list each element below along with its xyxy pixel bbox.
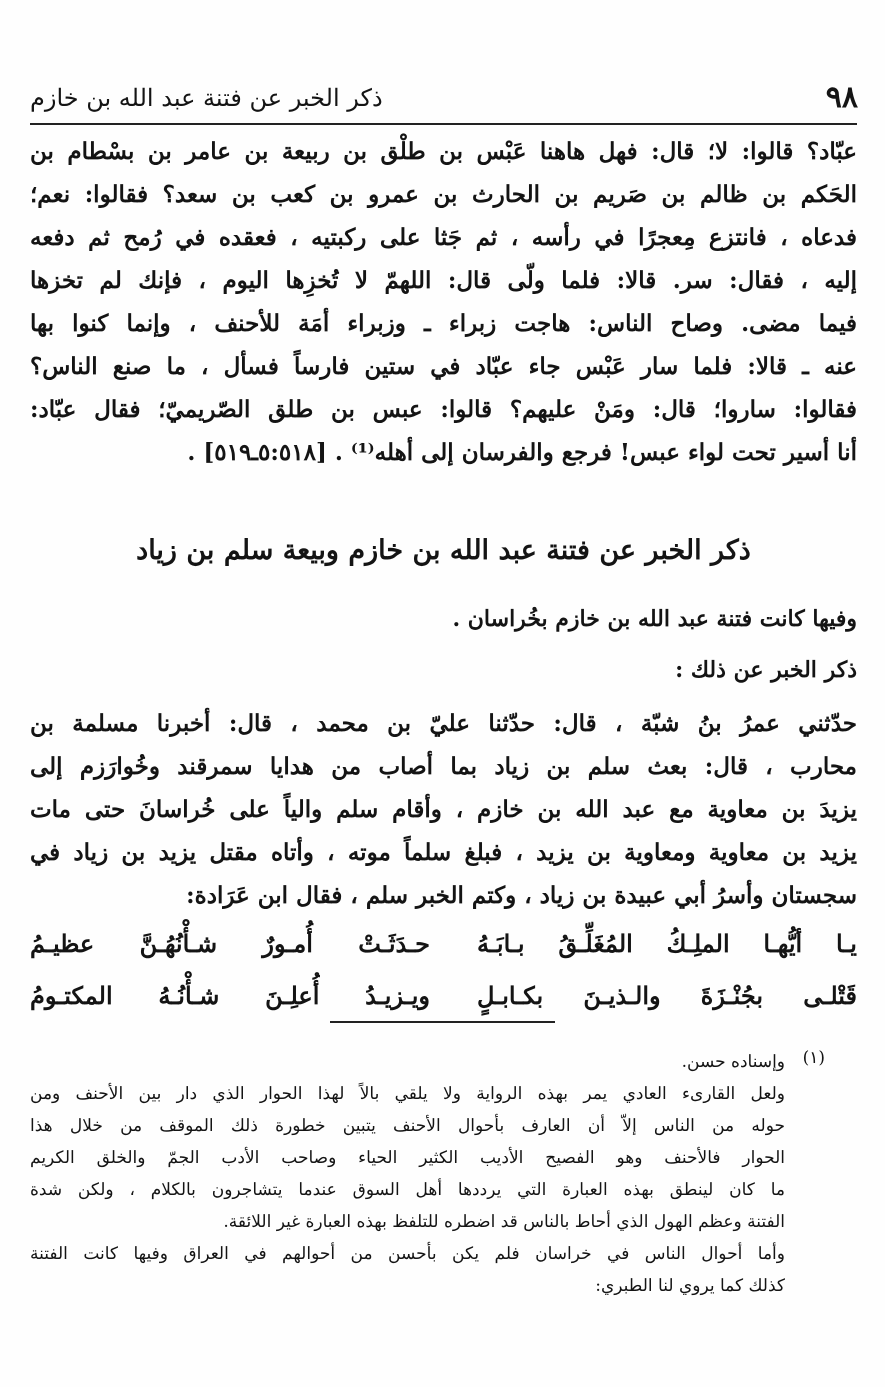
poem-verse	[30, 970, 857, 1022]
passage-line: إليه ، فقال: سر. قالا: فلما ولّى قال: اللهمّ لا تُخزِها اليوم ، فإنك لم تخزها	[30, 267, 857, 294]
passage-line: عنه ـ قالا: فلما سار عَبْس جاء عبّاد في ستين فارساً فسأل ، ما صنع الناس؟	[30, 353, 857, 380]
poem	[30, 918, 857, 1022]
narrative-line: سجستان وأسرُ أبي عبيدة بن زياد ، وكتم الخبر سلم ، فقال ابن عَرَادة:	[186, 882, 857, 909]
footnote-line: ولعل القارىء العادي يمر بهذه الرواية ولا يلقي بالاً لهذا الحوار الذي دار بين الأحنف ومن	[30, 1084, 785, 1104]
passage-line: فيما مضى. وصاح الناس: هاجت زبراء ـ وزبراء أمَة للأحنف ، وإنما كنوا بها	[30, 310, 857, 337]
narrative-line: يزيد بن معاوية ومعاوية بن يزيد ، فبلغ سلماً موته ، وأتاه مقتل يزيد بن زياد في	[30, 839, 857, 866]
passage-line: عبّاد؟ قالوا: لا؛ قال: فهل هاهنا عَبْس بن طلْق بن ربيعة بن عامر بن بسْطام بن	[30, 138, 857, 165]
verse-first-hemistich: قَتْلـى بجُنْـزَةَ والـذيـنَ بكـابـلٍ	[477, 981, 857, 1010]
verse-second-hemistich: حـدَثَـتْ أُمـورٌ شـأْنُهُـنَّ عظيـمُ	[30, 929, 430, 958]
section-title: ذكر الخبر عن فتنة عبد الله بن خازم وبيعة سلم بن زياد	[136, 535, 751, 566]
page-header	[30, 72, 858, 122]
section-subheading: ذكر الخبر عن ذلك :	[675, 657, 857, 683]
passage-paragraph	[30, 130, 857, 474]
footnote-line: ما كان لينطق بهذه العبارة التي يرددها أهل السوق عندما يتشاجرون بالكلام ، ولكن شدة	[30, 1180, 785, 1200]
footnote-marker: (١)	[802, 1048, 825, 1068]
verse-second-hemistich: ويـزيـدُ أُعلِـنَ شـأْنُـهُ المكتـومُ	[30, 981, 430, 1010]
footnote-line: وإسناده حسن.	[681, 1052, 785, 1072]
passage-line: الحَكم بن ظالم بن صَريم بن الحارث بن عمرو بن كعب بن سعد؟ فقالوا: نعم؛	[30, 181, 857, 208]
narrative-line: محارب ، قال: بعث سلم بن زياد بما أصاب من هدايا سمرقند وخُوارَزم إلى	[30, 753, 857, 780]
narrative-line: يزيدَ بن معاوية مع عبد الله بن خازم ، وأقام سلم والياً على خُراسانَ حتى مات	[30, 796, 857, 823]
passage-line: فدعاه ، فانتزع مِعجرًا في رأسه ، ثم جَثا على ركبتيه ، فعقده في رُمح ثم دفعه	[30, 224, 857, 251]
footnote-line: حوله من الناس إلاّ أن العارف بأحوال الأحنف يتبين خطورة ذلك الموقف من خلال هذا	[30, 1116, 785, 1136]
footnote-line: كذلك كما يروي لنا الطبري:	[595, 1276, 785, 1296]
narrative-paragraph	[30, 702, 857, 917]
footnote-divider	[330, 1021, 555, 1023]
footnote-text	[30, 1046, 785, 1302]
passage-line: أنا أسير تحت لواء عبس! فرجع والفرسان إلى أهله⁽¹⁾ . [٥:٥١٨ـ٥١٩] .	[187, 439, 857, 466]
narrative-line: حدّثني عمرُ بنُ شبّة ، قال: حدّثنا عليّ بن محمد ، قال: أخبرنا مسلمة بن	[30, 710, 857, 737]
verse-first-hemistich: يـا أيُّهـا الملِـكُ المُغَلِّـقُ بـابَـهُ	[477, 929, 857, 958]
page-number: ٩٨	[825, 80, 858, 115]
poem-verse	[30, 918, 857, 970]
passage-line: فقالوا: ساروا؛ قال: ومَنْ عليهم؟ قالوا: عبس بن طلق الصّريميّ؛ فقال عبّاد:	[30, 396, 857, 423]
header-divider	[30, 123, 857, 125]
footnote-line: وأما أحوال الناس في خراسان فلم يكن بأحسن من أحوالهم في العراق وفيها كانت الفتنة	[30, 1244, 785, 1264]
section-intro: وفيها كانت فتنة عبد الله بن خازم بخُراسان .	[452, 606, 857, 632]
footnote-line: الحوار فالأحنف وهو الفصيح الأديب الكثير الحياء وصاحب الأدب الجمّ والخلق الكريم	[30, 1148, 785, 1168]
running-title: ذكر الخبر عن فتنة عبد الله بن خازم	[30, 84, 383, 112]
footnote-line: الفتنة وعظم الهول الذي أحاط بالناس قد اضطره للتلفظ بهذه العبارة غير اللائقة.	[223, 1212, 785, 1232]
